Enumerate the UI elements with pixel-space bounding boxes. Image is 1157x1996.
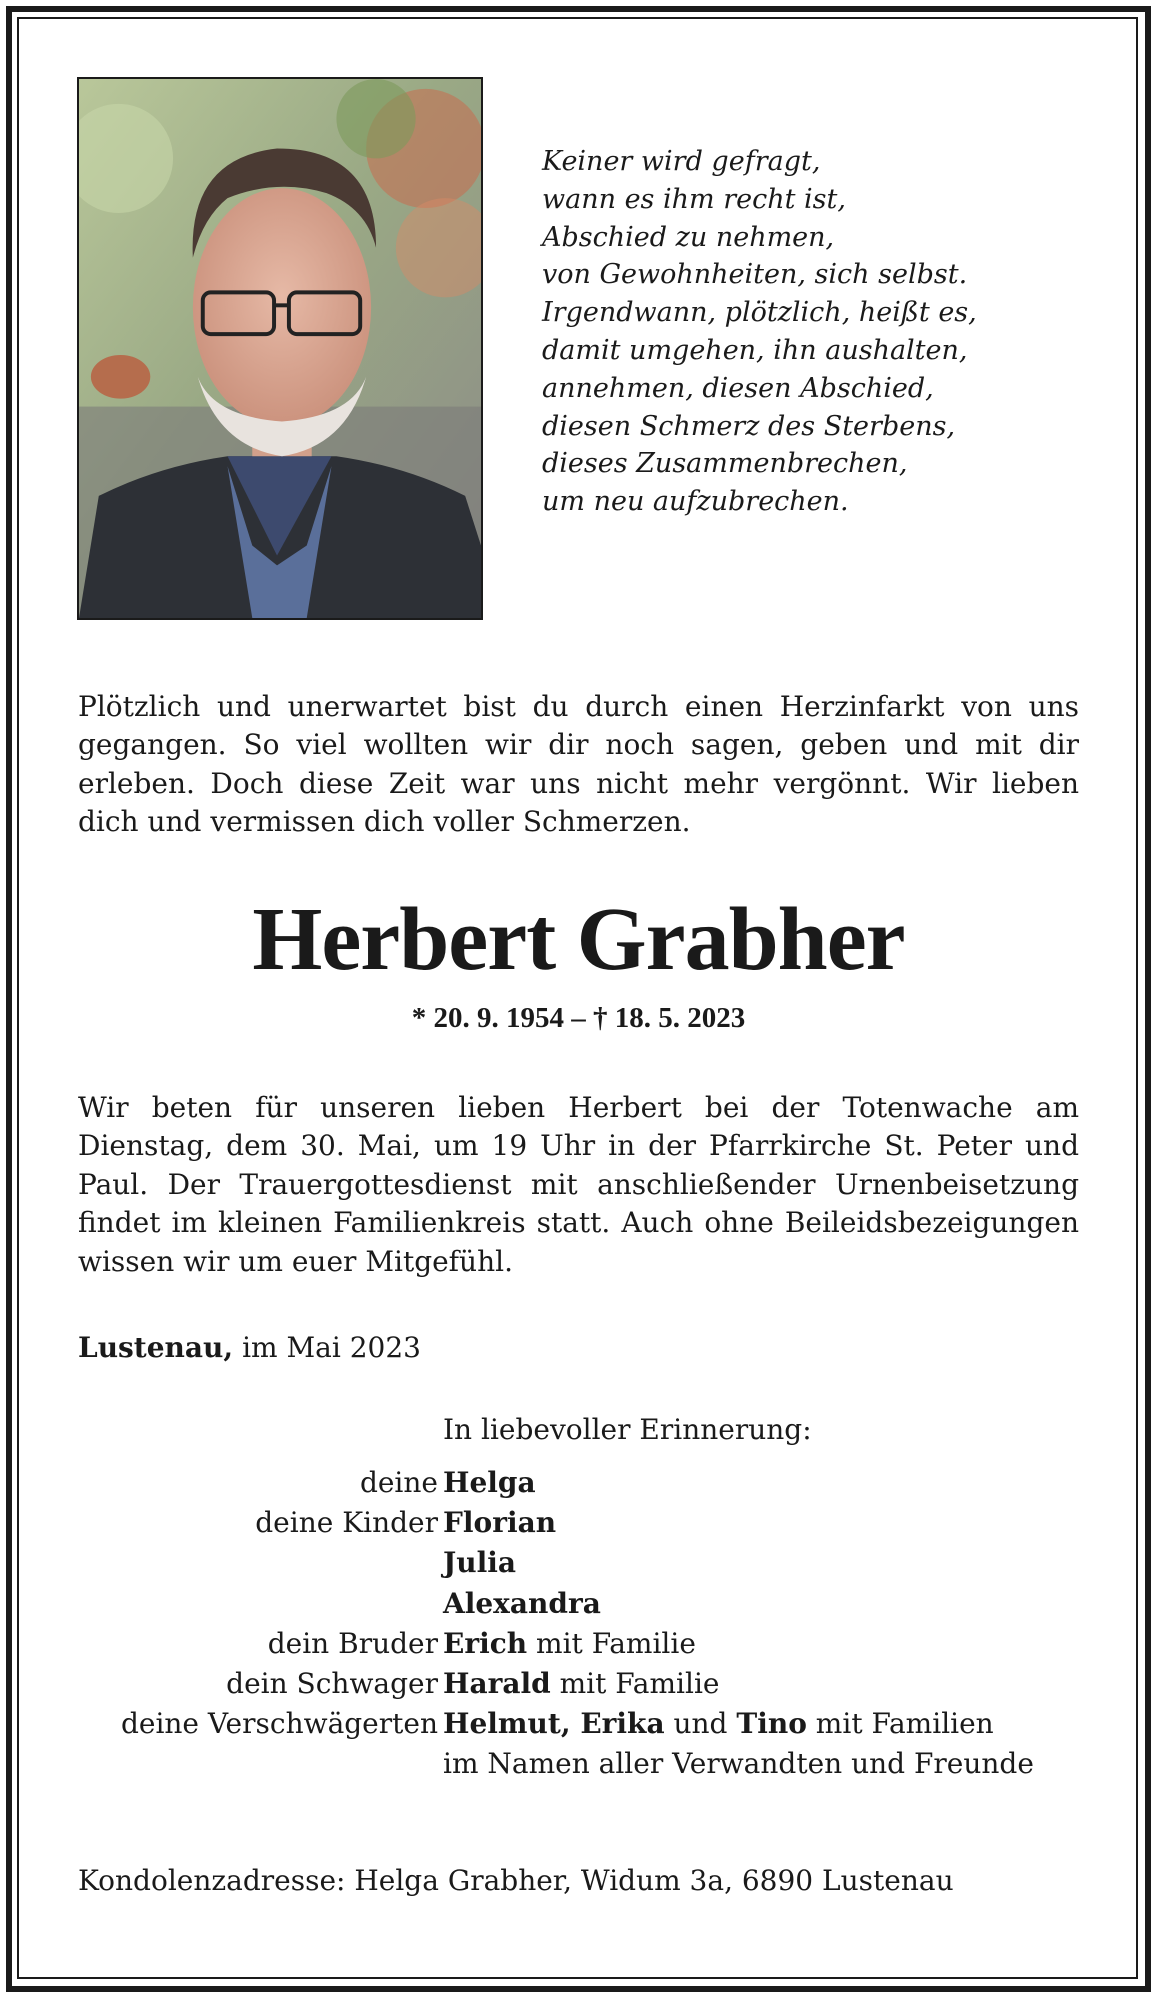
mourner-row (0, 1543, 1157, 1583)
poem-line: Keiner wird gefragt, (542, 146, 821, 177)
condolence-address: Kondolenzadresse: Helga Grabher, Widum 3a, 6890 Lustenau (78, 1864, 954, 1897)
poem-line: Irgendwann, plötzlich, heißt es, (542, 297, 977, 329)
service-paragraph: Wir beten für unseren lieben Herbert bei der Totenwache am Dienstag, dem 30. Mai, um 19 Uhr in der Pfarrkirche St. Peter und Paul. Der Trauergottesdienst mit anschließender Urnenbeisetzung findet im kleinen Familienkreis statt. Auch ohne Beileidsbezeigungen wissen wir um euer Mitgefühl. (78, 1091, 1079, 1278)
mourner-suffix: mit Familie (527, 1626, 696, 1660)
mourner-row (0, 1503, 1157, 1543)
place-city: Lustenau, (78, 1331, 234, 1364)
mourner-relation: dein Schwager (226, 1666, 438, 1700)
poem-line: damit umgehen, ihn aushalten, (542, 334, 968, 366)
poem-line: Abschied zu nehmen, (542, 221, 835, 253)
mourner-row (0, 1744, 1157, 1784)
mourner-row (0, 1704, 1157, 1744)
mourner-suffix: mit Familie (550, 1666, 720, 1700)
intro-paragraph: Plötzlich und unerwartet bist du durch einen Herzinfarkt von uns gegangen. So viel wollten wir dir noch sagen, geben und mit dir erleben. Doch diese Zeit war uns nicht mehr vergönnt. Wir lieben dich und vermissen dich voller Schmerzen. (78, 690, 1079, 838)
mourner-name: Tino (736, 1707, 807, 1741)
mourner-row (0, 1664, 1157, 1704)
life-dates: * 20. 9. 1954 – † 18. 5. 2023 (411, 1002, 746, 1034)
poem-line: dieses Zusammenbrechen, (542, 448, 908, 480)
mourner-name: Harald (443, 1666, 551, 1700)
deceased-name: Herbert Grabher (252, 890, 905, 989)
poem (542, 143, 1102, 521)
mourner-row (0, 1463, 1157, 1503)
remembrance-heading: In liebevoller Erinnerung: (443, 1413, 812, 1446)
poem-line: um neu aufzubrechen. (542, 486, 849, 518)
poem-line: von Gewohnheiten, sich selbst. (542, 259, 968, 291)
portrait-illustration (79, 79, 481, 618)
poem-line: diesen Schmerz des Sterbens, (542, 410, 956, 442)
mourner-name: Helga (443, 1466, 536, 1499)
mourner-name: Helmut, Erika (443, 1707, 665, 1741)
mourner-relation: dein Bruder (267, 1626, 438, 1660)
poem-line: wann es ihm recht ist, (542, 183, 846, 215)
mourner-relation: deine (359, 1466, 438, 1499)
mourner-row (0, 1624, 1157, 1664)
portrait-photo (77, 77, 483, 620)
mourner-name: Erich (443, 1626, 528, 1660)
mourner-conjunction: und (664, 1707, 737, 1741)
place-month: im Mai 2023 (233, 1331, 421, 1364)
mourner-closing: im Namen aller Verwandten und Freunde (443, 1747, 1034, 1781)
mourner-row (0, 1584, 1157, 1624)
mourner-name: Florian (443, 1506, 557, 1540)
mourners-list (0, 1463, 1157, 1785)
mourner-relation: deine Kinder (255, 1506, 438, 1540)
mourner-suffix: mit Familien (806, 1707, 994, 1741)
mourner-name: Alexandra (443, 1586, 601, 1620)
place-date (78, 1329, 678, 1367)
mourner-relation: deine Verschwägerten (120, 1707, 438, 1741)
mourner-name: Julia (443, 1546, 517, 1580)
poem-line: annehmen, diesen Abschied, (542, 372, 934, 404)
